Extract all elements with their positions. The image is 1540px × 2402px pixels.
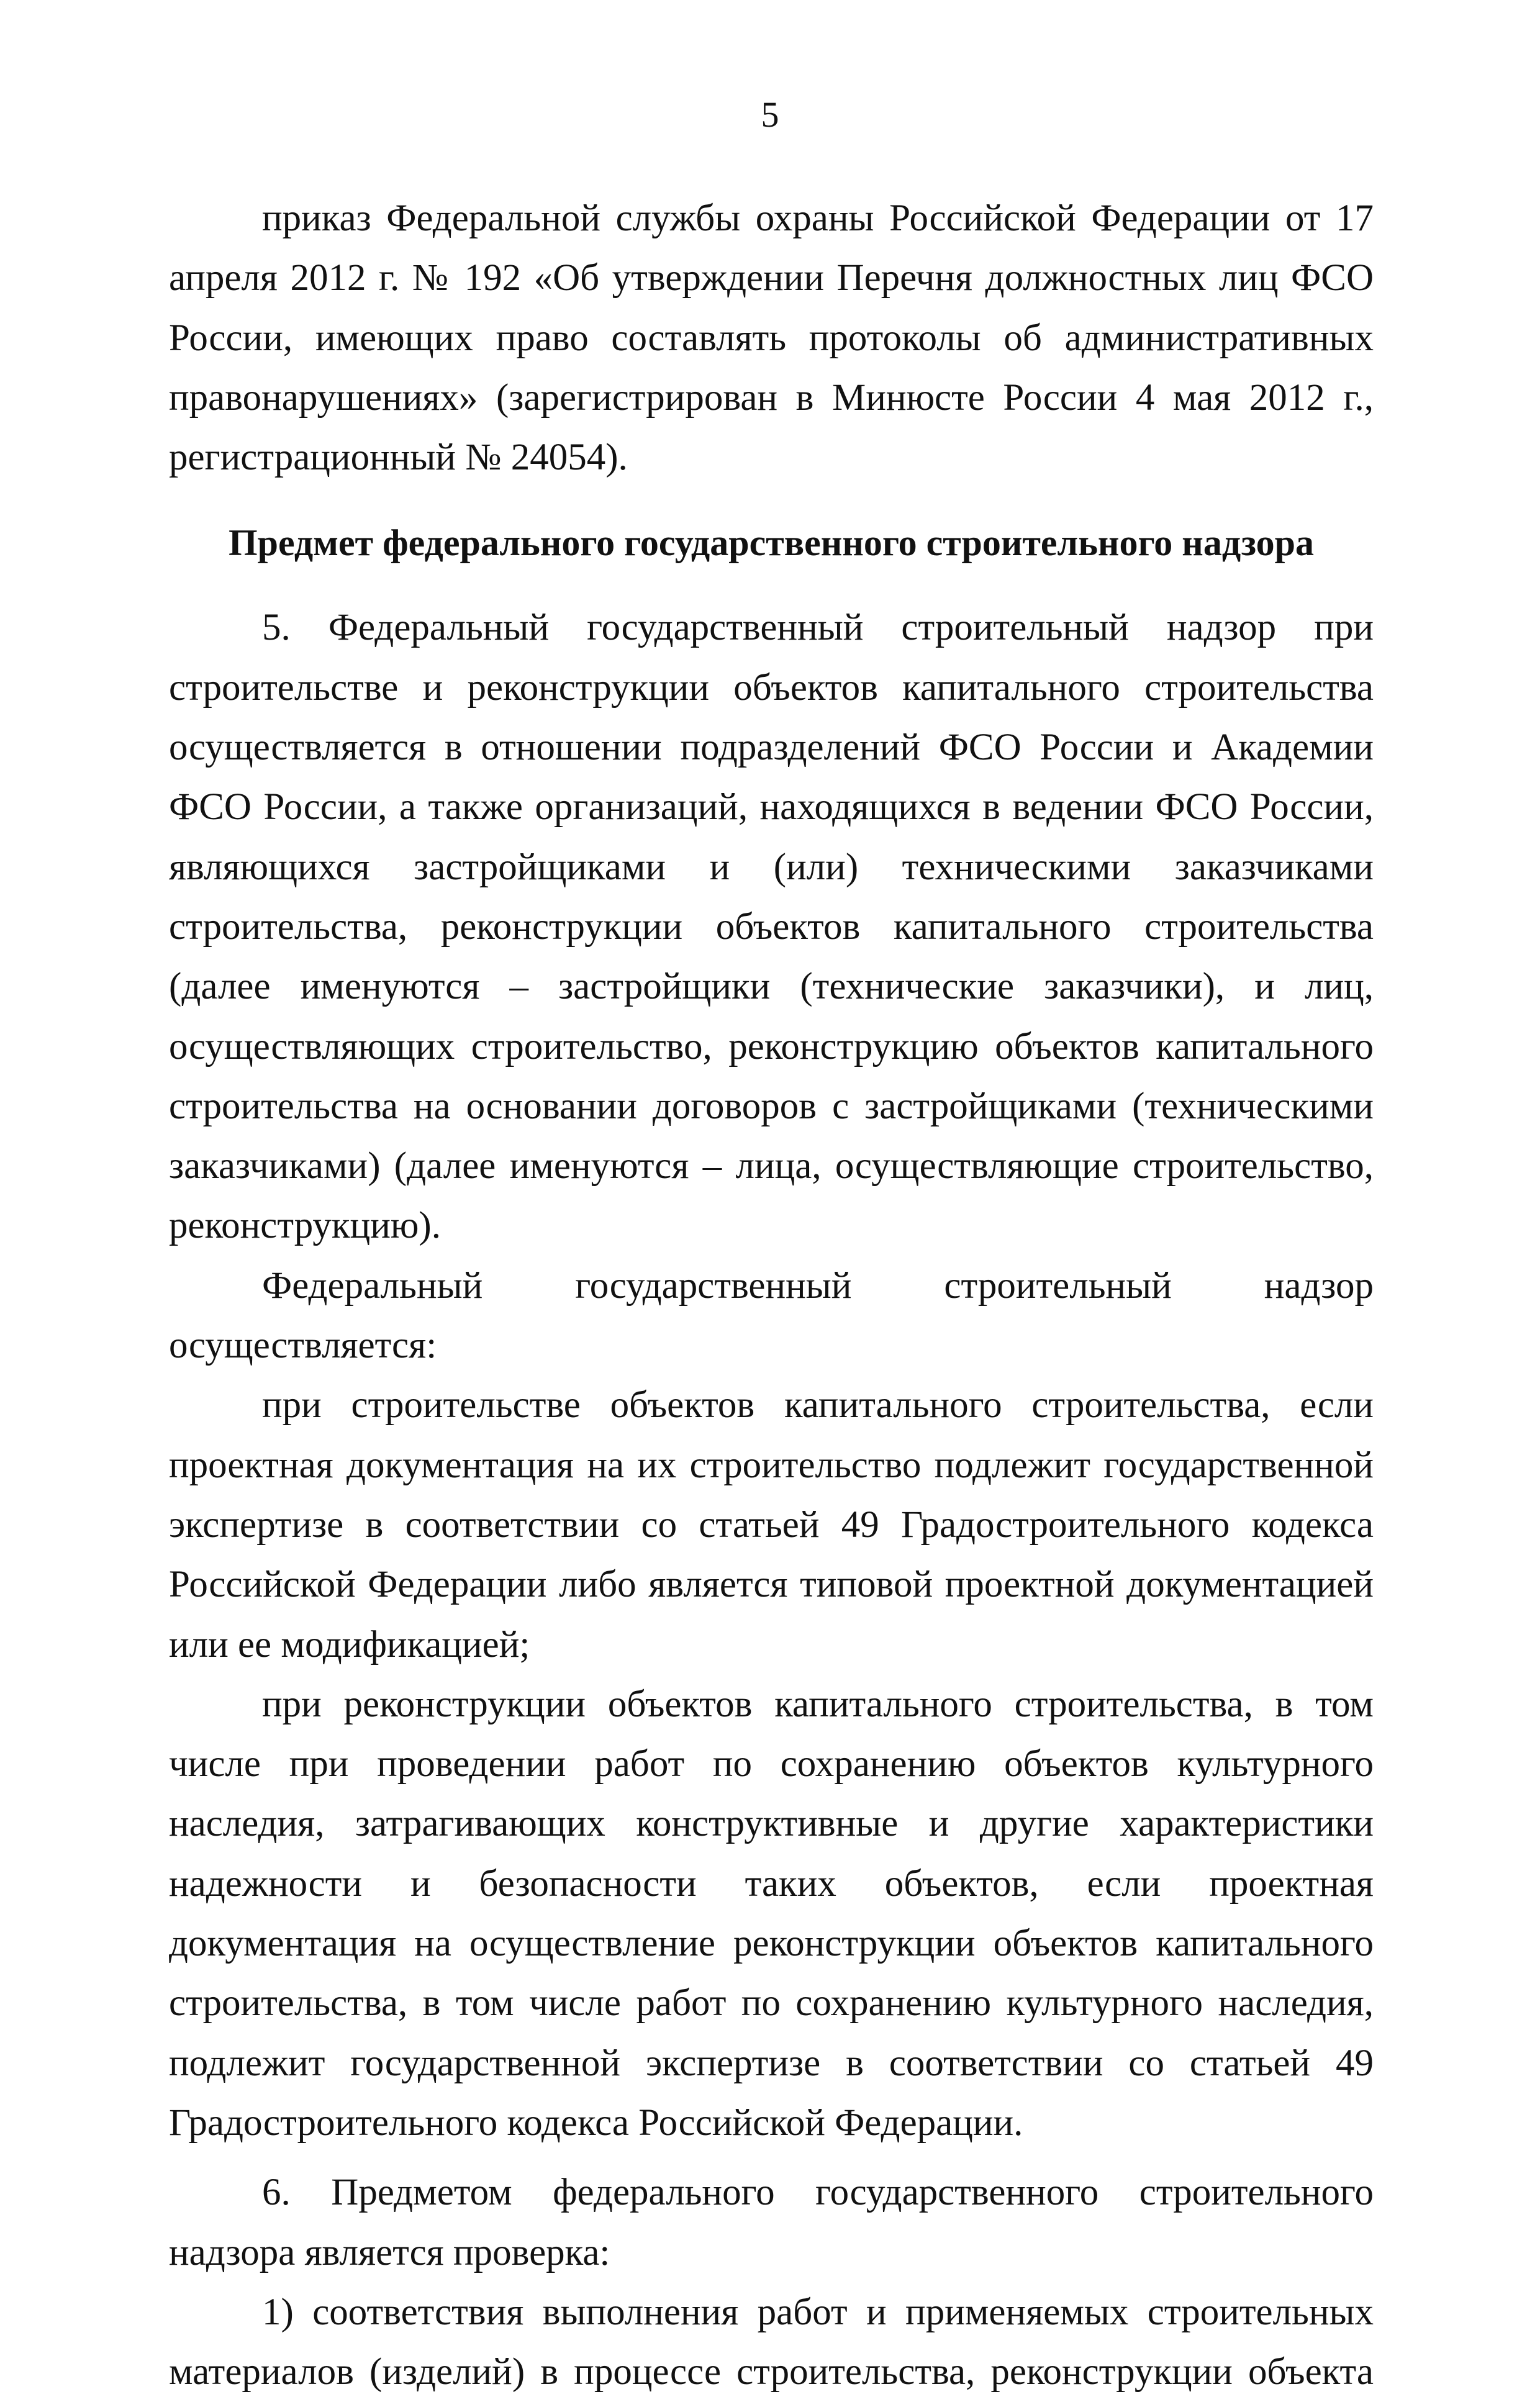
document-body (169, 189, 1374, 2402)
paragraph-order-reference: приказ Федеральной службы охраны Российской Федерации от 17 апреля 2012 г. № 192 «Об утверждении Перечня должностных лиц ФСО России, имеющих право составлять протоколы об административных правонарушениях» (зарегистрирован в Минюсте России 4 мая 2012 г., регистрационный № 24054). (169, 197, 1374, 479)
page-number: 5 (761, 94, 779, 135)
section-heading: Предмет федерального государственного строительного надзора (228, 522, 1315, 564)
paragraph-supervision-intro: Федеральный государственный строительный надзор осуществляется: (169, 1264, 1374, 1367)
paragraph-construction-case: при строительстве объектов капитального строительства, если проектная документация на их строительство подлежит государственной экспертизе в соответствии со статьей 49 Градостроительного кодекса Российской Федерации либо является типовой проектной документацией или ее модификацией; (169, 1384, 1374, 1666)
paragraph-subitem-1: 1) соответствия выполнения работ и применяемых строительных материалов (изделий) в процессе строительства, реконструкции объекта (169, 2291, 1374, 2393)
paragraph-item-5: 5. Федеральный государственный строительный надзор при строительстве и реконструкции объектов капитального строительства осуществляется в отношении подразделений ФСО России и Академии ФСО России, а также организаций, находящихся в ведении ФСО России, являющихся застройщиками и (или) техническими заказчиками строительства, реконструкции объектов капитального строительства (далее именуются – застройщики (технические заказчики), и лиц, осуществляющих строительство, реконструкцию объектов капитального строительства на основании договоров с застройщиками (техническими заказчиками) (далее именуются – лица, осуществляющие строительство, реконструкцию). (169, 607, 1374, 1247)
paragraph-item-6: 6. Предметом федерального государственного строительного надзора является проверка: (169, 2172, 1374, 2273)
paragraph-reconstruction-case: при реконструкции объектов капитального строительства, в том числе при проведении работ по сохранению объектов культурного наследия, затрагивающих конструктивные и другие характеристики надежности и безопасности таких объектов, если проектная документация на осуществление реконструкции объектов капитального строительства, в том числе работ по сохранению культурного наследия, подлежит государственной экспертизе в соответствии со статьей 49 Градостроительного кодекса Российской Федерации. (169, 1683, 1374, 2144)
